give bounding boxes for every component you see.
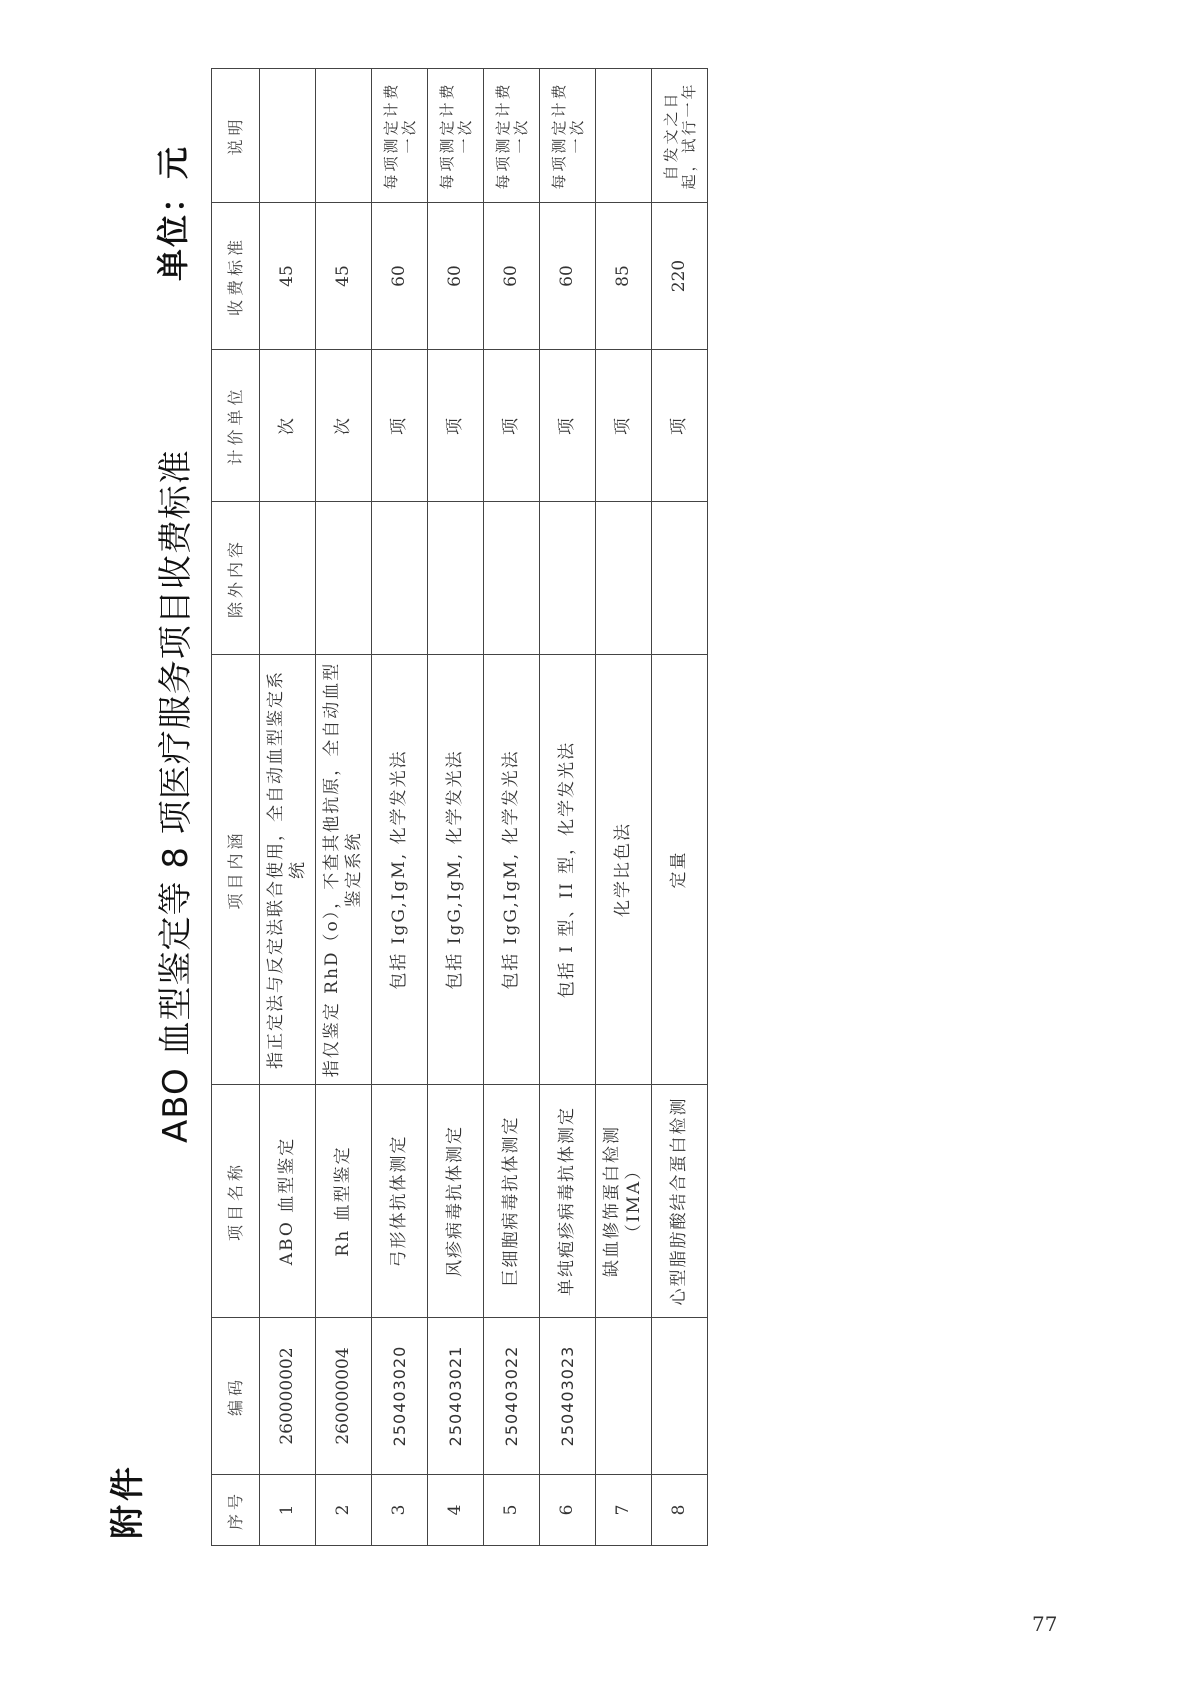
cell-unit: 项 [484, 350, 540, 502]
cell-name: 心型脂肪酸结合蛋白检测 [652, 1085, 708, 1318]
table-row [596, 69, 652, 1546]
cell-note [316, 69, 372, 203]
table-row [484, 69, 540, 1546]
cell-code: 260000004 [316, 1318, 372, 1475]
header-cell: 项目内涵 [212, 655, 260, 1085]
cell-name: 巨细胞病毒抗体测定 [484, 1085, 540, 1318]
cell-exclude [372, 502, 428, 655]
cell-no: 1 [260, 1475, 316, 1546]
cell-code: 250403020 [372, 1318, 428, 1475]
cell-note: 每项测定计费一次 [484, 69, 540, 203]
cell-no: 7 [596, 1475, 652, 1546]
cell-name: Rh 血型鉴定 [316, 1085, 372, 1318]
cell-unit: 项 [540, 350, 596, 502]
cell-exclude [428, 502, 484, 655]
cell-content: 定量 [652, 655, 708, 1085]
cell-exclude [540, 502, 596, 655]
cell-name: 风疹病毒抗体测定 [428, 1085, 484, 1318]
cell-content: 指仅鉴定 RhD（o），不查其他抗原，全自动血型鉴定系统 [316, 655, 372, 1085]
cell-price: 60 [540, 203, 596, 350]
cell-price: 60 [428, 203, 484, 350]
cell-no: 5 [484, 1475, 540, 1546]
cell-content: 指正定法与反定法联合使用，全自动血型鉴定系统 [260, 655, 316, 1085]
table-row [428, 69, 484, 1546]
cell-note: 每项测定计费一次 [540, 69, 596, 203]
cell-no: 2 [316, 1475, 372, 1546]
cell-price: 85 [596, 203, 652, 350]
cell-content: 包括 I 型、II 型，化学发光法 [540, 655, 596, 1085]
attachment-label: 附件 [108, 1463, 148, 1539]
cell-content: 包括 IgG,IgM, 化学发光法 [372, 655, 428, 1085]
cell-price: 45 [316, 203, 372, 350]
cell-note [596, 69, 652, 203]
cell-no: 3 [372, 1475, 428, 1546]
header-cell: 项目名称 [212, 1085, 260, 1318]
cell-exclude [484, 502, 540, 655]
cell-note: 自发文之日起，试行一年 [652, 69, 708, 203]
cell-note: 每项测定计费一次 [428, 69, 484, 203]
page-number: 77 [1032, 1612, 1058, 1636]
cell-unit: 项 [428, 350, 484, 502]
cell-unit: 次 [260, 350, 316, 502]
cell-note: 每项测定计费一次 [372, 69, 428, 203]
table-row [260, 69, 316, 1546]
header-cell: 编码 [212, 1318, 260, 1475]
cell-content: 包括 IgG,IgM, 化学发光法 [428, 655, 484, 1085]
cell-no: 6 [540, 1475, 596, 1546]
cell-no: 4 [428, 1475, 484, 1546]
table-row [316, 69, 372, 1546]
cell-unit: 项 [652, 350, 708, 502]
document-title: ABO 血型鉴定等 8 项医疗服务项目收费标准 [156, 449, 196, 1143]
cell-name: 弓形体抗体测定 [372, 1085, 428, 1318]
header-cell: 除外内容 [212, 502, 260, 655]
cell-code [596, 1318, 652, 1475]
cell-exclude [596, 502, 652, 655]
cell-price: 60 [484, 203, 540, 350]
cell-name: 缺血修饰蛋白检测（IMA） [596, 1085, 652, 1318]
cell-code: 250403021 [428, 1318, 484, 1475]
table-row [372, 69, 428, 1546]
header-cell: 计价单位 [212, 350, 260, 502]
unit-label: 单位：元 [154, 144, 192, 281]
cell-content: 化学比色法 [596, 655, 652, 1085]
cell-unit: 项 [596, 350, 652, 502]
table-header-row [212, 69, 260, 1546]
cell-exclude [652, 502, 708, 655]
header-cell: 收费标准 [212, 203, 260, 350]
cell-unit: 项 [372, 350, 428, 502]
cell-code: 250403022 [484, 1318, 540, 1475]
fee-table [211, 68, 708, 1546]
cell-no: 8 [652, 1475, 708, 1546]
cell-price: 220 [652, 203, 708, 350]
table-row [540, 69, 596, 1546]
cell-unit: 次 [316, 350, 372, 502]
cell-code: 260000002 [260, 1318, 316, 1475]
cell-price: 60 [372, 203, 428, 350]
cell-name: ABO 血型鉴定 [260, 1085, 316, 1318]
cell-code [652, 1318, 708, 1475]
header-cell: 序号 [212, 1475, 260, 1546]
table-row [652, 69, 708, 1546]
cell-name: 单纯疱疹病毒抗体测定 [540, 1085, 596, 1318]
cell-content: 包括 IgG,IgM, 化学发光法 [484, 655, 540, 1085]
cell-exclude [316, 502, 372, 655]
header-cell: 说明 [212, 69, 260, 203]
cell-code: 250403023 [540, 1318, 596, 1475]
cell-note [260, 69, 316, 203]
cell-price: 45 [260, 203, 316, 350]
cell-exclude [260, 502, 316, 655]
